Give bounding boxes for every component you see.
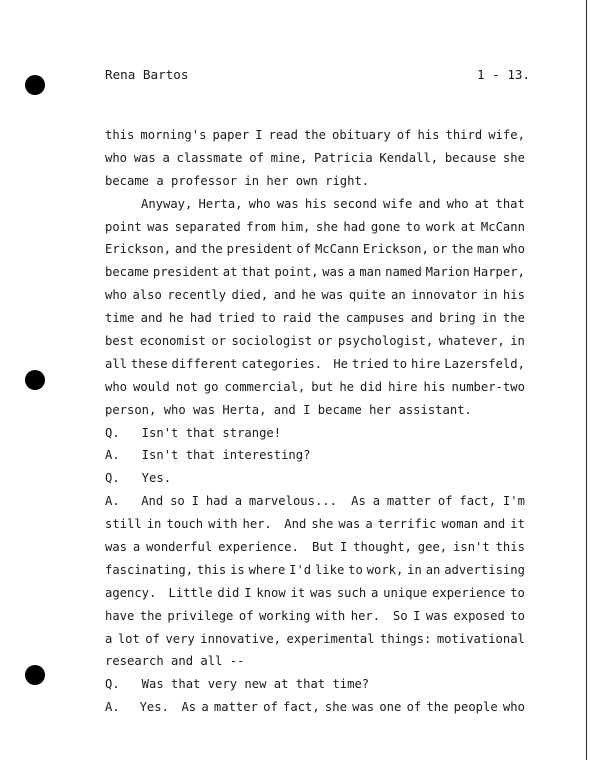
text-line: fascinating, this is where I'd like to work, in an advertising [105,562,525,577]
text-line: became president at that point, was a man named Marion Harper, [105,265,525,280]
text-line: Anyway, Herta, who was his second wife and who at that [141,196,525,211]
text-line: research and all -- [105,654,245,669]
text-line: A. And so I had a marvelous... As a matter of fact, I'm [105,494,525,509]
text-line: person, who was Herta, and I became her assistant. [105,402,472,417]
text-line: A. Isn't that interesting? [105,448,311,463]
text-line: Q. Was that very new at that time? [105,677,370,692]
text-line: this morning's paper I read the obituary of his third wife, [105,128,525,142]
text-line: who was a classmate of mine, Patricia Kendall, because she [105,150,525,165]
running-header-name: Rena Bartos [105,67,189,82]
text-line: all these different categories. He tried to hire Lazersfeld, [105,356,525,371]
text-line: best economist or sociologist or psychologist, whatever, in [105,334,525,349]
text-line: Q. Isn't that strange! [105,425,282,440]
text-line: a lot of very innovative, experimental things: motivational [105,631,525,646]
text-line: A. Yes. As a matter of fact, she was one of the people who [105,700,525,715]
page-edge [586,0,587,760]
text-line: time and he had tried to raid the campuses and bring in the [105,311,525,326]
text-line: still in touch with her. And she was a terrific woman and it [105,517,525,532]
text-line: was a wonderful experience. But I thought, gee, isn't this [105,540,525,555]
text-line: agency. Little did I know it was such a unique experience to [105,585,525,600]
text-line: who also recently died, and he was quite an innovator in his [105,288,525,303]
text-line: have the privilege of working with her. So I was exposed to [105,608,525,623]
punch-hole-bottom [25,665,45,685]
text-line: who would not go commercial, but he did hire his number-two [105,379,525,394]
transcript-body [105,124,525,719]
text-line: Q. Yes. [105,471,172,486]
page-number: 1 - 13. [477,67,531,82]
punch-hole-top [25,75,45,95]
text-line: Erickson, and the president of McCann Erickson, or the man who [105,242,525,257]
text-line: point was separated from him, she had gone to work at McCann [105,219,525,234]
punch-hole-middle [25,370,45,390]
text-line: became a professor in her own right. [105,173,370,188]
